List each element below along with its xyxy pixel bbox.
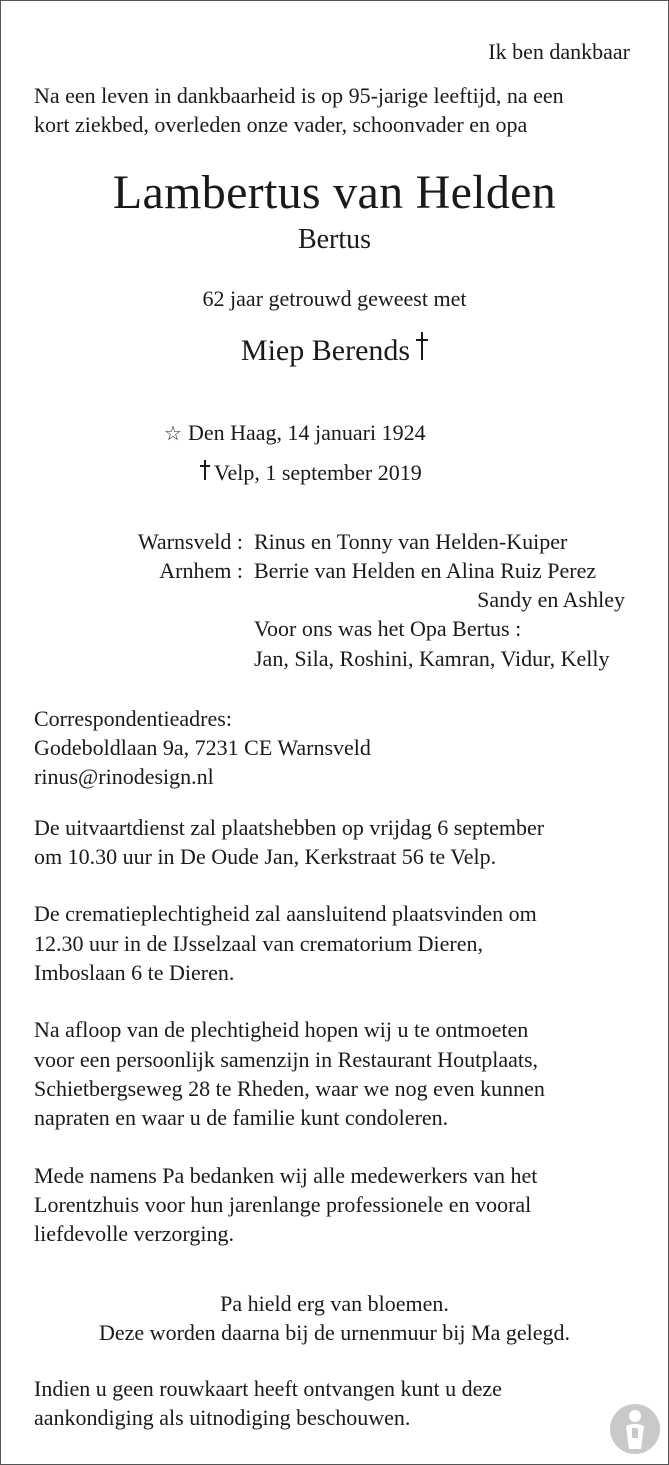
family-place: Arnhem :: [159, 558, 243, 583]
flowers-line: Pa hield erg van bloemen.: [220, 1291, 449, 1316]
memorial-logo-icon: [610, 1404, 660, 1454]
partner-name: Miep Berends: [240, 334, 411, 367]
memorial-logo-figure: [610, 1404, 660, 1454]
cremation-line: De crematieplechtigheid zal aansluitend plaatsvinden om: [34, 901, 537, 926]
deceased-nickname: Bertus: [297, 224, 372, 255]
service-line: om 10.30 uur in De Oude Jan, Kerkstraat 56 te Velp.: [34, 844, 497, 869]
opa-intro: Voor ons was het Opa Bertus :: [254, 616, 522, 641]
service-line: De uitvaartdienst zal plaatshebben op vrijdag 6 september: [34, 815, 545, 840]
gathering-line: napraten en waar u de familie kunt condoleren.: [34, 1105, 449, 1130]
motto: Ik ben dankbaar: [488, 39, 630, 64]
intro-line-1: Na een leven in dankbaarheid is op 95-jarige leeftijd, na een: [34, 83, 564, 108]
partner-line: [1, 332, 668, 369]
gathering-line: voor een persoonlijk samenzijn in Restaurant Houtplaats,: [34, 1047, 539, 1072]
family-names: Berrie van Helden en Alina Ruiz Perez: [254, 558, 597, 583]
cremation-line: 12.30 uur in de IJsselzaal van crematorium Dieren,: [34, 931, 484, 956]
thanks-line: Lorentzhuis voor hun jarenlange professionele en vooral: [34, 1192, 532, 1217]
died-date: Velp, 1 september 2019: [214, 460, 422, 485]
grandchildren-sub: Sandy en Ashley: [477, 587, 625, 612]
thanks-line: Mede namens Pa bedanken wij alle medewerkers van het: [34, 1163, 538, 1188]
cross-icon: [200, 460, 210, 482]
gathering-line: Na afloop van de plechtigheid hopen wij u te ontmoeten: [34, 1017, 529, 1042]
cross-icon: [416, 332, 428, 362]
intro-line-2: kort ziekbed, overleden onze vader, schoonvader en opa: [34, 112, 528, 137]
born-line: [164, 418, 426, 449]
cremation-line: Imboslaan 6 te Dieren.: [34, 960, 235, 985]
gathering-line: Schietbergseweg 28 te Rheden, waar we nog even kunnen: [34, 1076, 545, 1101]
correspondence-address: Godeboldlaan 9a, 7231 CE Warnsveld: [34, 735, 371, 760]
correspondence-email: rinus@rinodesign.nl: [34, 764, 214, 789]
grandchildren-names: Jan, Sila, Roshini, Kamran, Vidur, Kelly: [254, 646, 610, 671]
correspondence-label: Correspondentieadres:: [34, 706, 232, 731]
thanks-line: liefdevolle verzorging.: [34, 1221, 234, 1246]
deceased-name: Lambertus van Helden: [112, 166, 557, 219]
marriage-text: 62 jaar getrouwd geweest met: [202, 286, 467, 311]
flowers-line: Deze worden daarna bij de urnenmuur bij Ma gelegd.: [99, 1320, 570, 1345]
invitation-line: Indien u geen rouwkaart heeft ontvangen kunt u deze: [34, 1376, 502, 1401]
star-icon: ☆: [164, 423, 182, 445]
invitation-line: aankondiging als uitnodiging beschouwen.: [34, 1405, 411, 1430]
died-line: [200, 458, 422, 488]
family-place: Warnsveld :: [137, 529, 243, 554]
born-date: Den Haag, 14 januari 1924: [187, 420, 426, 445]
family-names: Rinus en Tonny van Helden-Kuiper: [254, 529, 568, 554]
